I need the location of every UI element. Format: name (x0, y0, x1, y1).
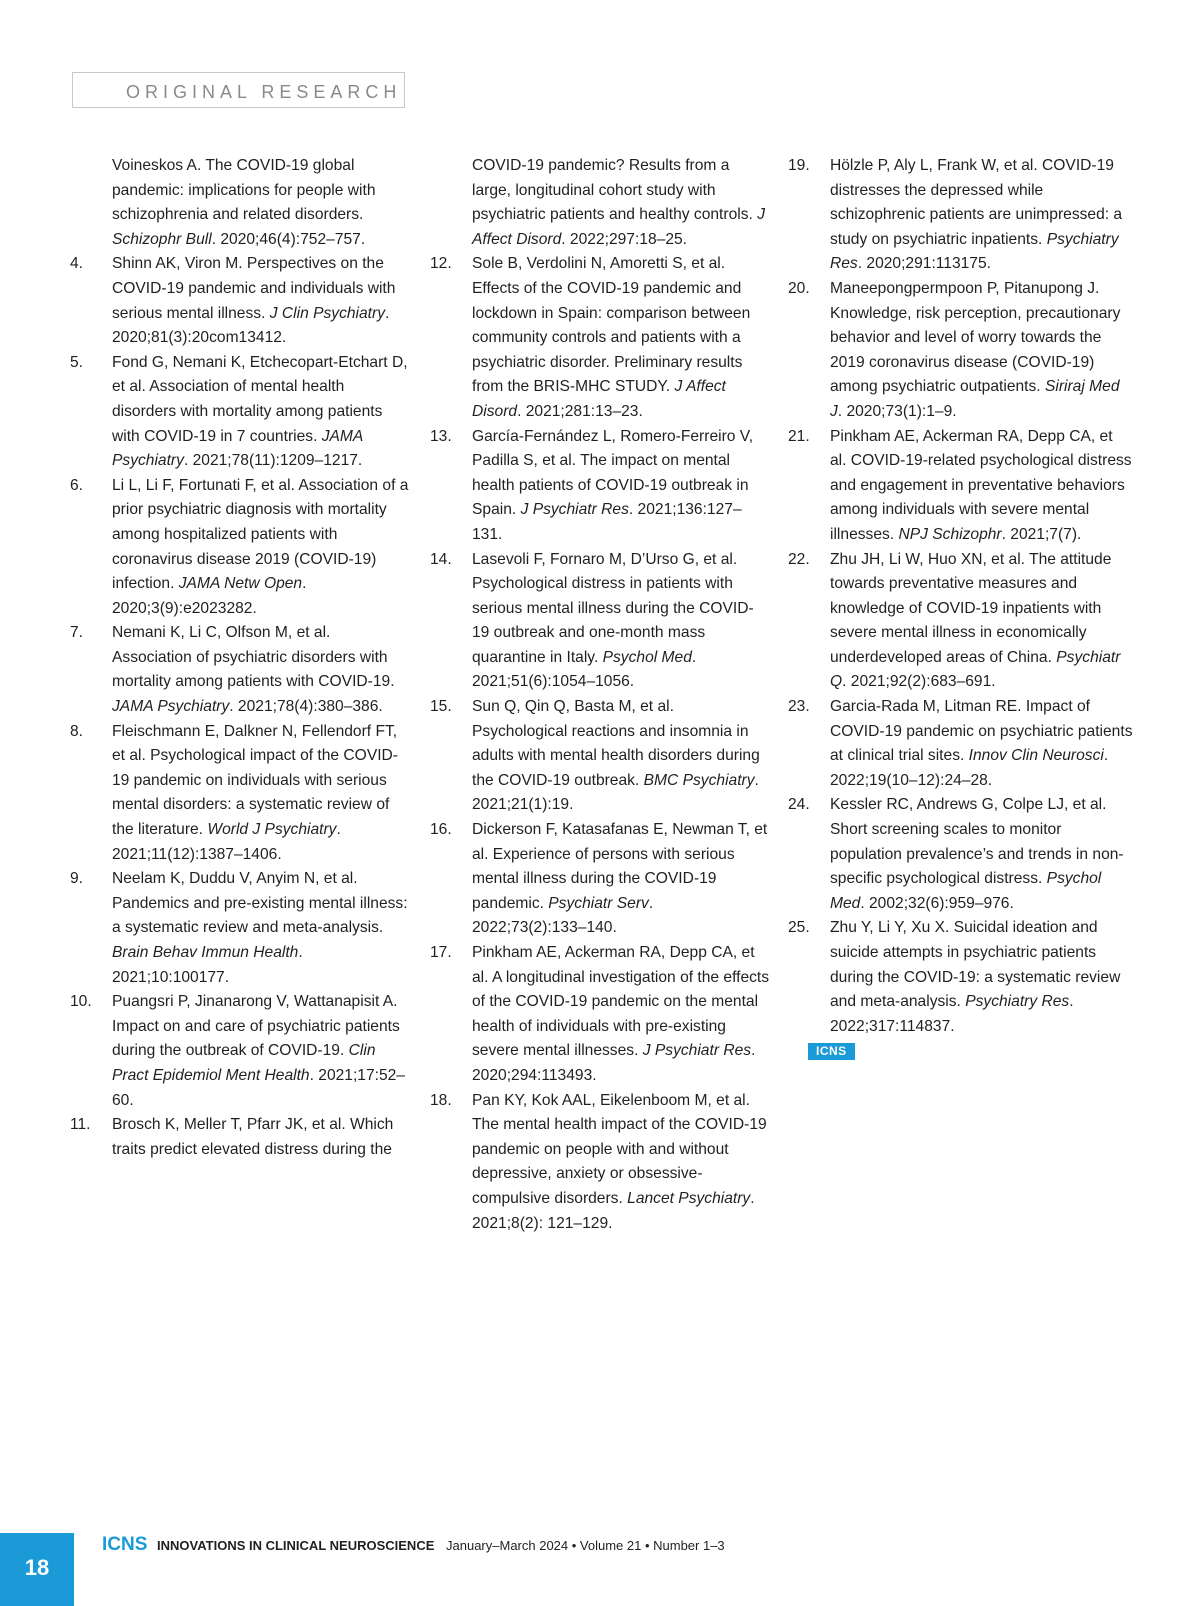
reference-segment: . 2021;11(12):1387–1406. (112, 821, 341, 863)
reference-text (830, 548, 1133, 696)
reference-item (430, 941, 770, 1089)
journal-name: Clin Pract Epidemiol Ment Health (112, 1042, 376, 1084)
reference-text (472, 548, 770, 696)
reference-text (830, 916, 1133, 1039)
journal-name: Psychiatry Res (965, 993, 1070, 1011)
reference-item (788, 793, 1133, 916)
reference-text (472, 695, 770, 818)
reference-number: 15. (430, 698, 452, 716)
reference-segment: Brosch K, Meller T, Pfarr JK, et al. Which traits predict elevated distress during the (112, 1116, 394, 1158)
reference-item (430, 252, 770, 424)
reference-segment: . 2021;7(7). (1001, 525, 1082, 543)
reference-segment: . 2022;19(10–12):24–28. (830, 747, 1109, 789)
reference-segment: Voineskos A. The COVID-19 global pandemic: implications for people with schizophrenia and related disorders. (112, 157, 376, 224)
reference-text (472, 941, 770, 1089)
journal-name: JAMA Psychiatry (112, 427, 363, 470)
reference-number: 19. (788, 157, 810, 174)
reference-item (70, 252, 410, 350)
reference-segment: . 2020;46(4):752–757. (211, 230, 366, 248)
reference-segment: . 2020;291:113175. (857, 255, 991, 273)
reference-segment: . 2022;317:114837. (830, 993, 1074, 1035)
journal-name: J Psychiatr Res (520, 501, 629, 519)
reference-text (112, 474, 410, 622)
reference-segment: . 2021;8(2): 121–129. (472, 1189, 755, 1232)
reference-item (430, 425, 770, 548)
reference-text (112, 990, 410, 1113)
journal-name: Siriraj Med J (830, 378, 1120, 420)
references-column-3 (788, 154, 1133, 1064)
reference-number: 18. (430, 1091, 452, 1109)
journal-name: J Affect Disord (472, 206, 765, 248)
journal-name: NPJ Schizophr (898, 525, 1002, 543)
footer (102, 1534, 725, 1556)
references-column-1 (70, 154, 410, 1162)
reference-number: 16. (430, 821, 452, 839)
reference-segment: Neelam K, Duddu V, Anyim N, et al. Pandemics and pre-existing mental illness: a systematic review and meta-analysis. (112, 870, 408, 937)
reference-segment: . 2021;92(2):683–691. (842, 673, 996, 691)
references-column-2 (430, 154, 770, 1236)
reference-item (430, 1089, 770, 1237)
journal-name: Lancet Psychiatry (627, 1189, 751, 1207)
reference-segment: . 2020;294:113493. (472, 1042, 756, 1084)
reference-number: 20. (788, 279, 810, 297)
reference-text (830, 425, 1133, 548)
journal-name: J Affect Disord (472, 378, 726, 420)
reference-text (112, 252, 410, 350)
reference-segment: . 2022;73(2):133–140. (472, 894, 654, 937)
reference-item (788, 695, 1133, 793)
reference-segment: Garcia-Rada M, Litman RE. Impact of COVID-19 pandemic on psychiatric patients at clinical trial sites. (830, 698, 1133, 765)
journal-name: JAMA Psychiatry (112, 698, 230, 716)
journal-name: Psychiatr Q (830, 648, 1121, 691)
reference-segment: Kessler RC, Andrews G, Colpe LJ, et al. Short screening scales to monitor population prevalence’s and trends in non-specific psychological distress. (830, 796, 1124, 888)
reference-number: 14. (430, 550, 452, 568)
journal-name: Schizophr Bull (112, 230, 212, 248)
footer-logo: ICNS (102, 1534, 148, 1555)
reference-segment: . 2020;81(3):20com13412. (112, 304, 390, 347)
journal-name: Innov Clin Neurosci (968, 747, 1104, 765)
reference-item (70, 867, 410, 990)
journal-name: Brain Behav Immun Health (112, 944, 299, 961)
reference-number: 13. (430, 427, 452, 445)
reference-segment: Fleischmann E, Dalkner N, Fellendorf FT, et al. Psychological impact of the COVID-19 pandemic on individuals with serious mental disorders: a systematic review of the literature. (112, 722, 399, 839)
journal-name: World J Psychiatry (207, 821, 337, 839)
reference-text (112, 867, 410, 990)
end-of-article-badge: ICNS (808, 1043, 855, 1060)
reference-item (70, 1113, 410, 1162)
reference-item (430, 548, 770, 696)
reference-segment: . 2021;51(6):1054–1056. (472, 648, 697, 691)
reference-number: 17. (430, 944, 452, 961)
reference-segment: . 2021;21(1):19. (472, 771, 759, 814)
reference-text (830, 154, 1133, 277)
reference-segment: . 2020;73(1):1–9. (837, 402, 957, 420)
reference-text (830, 277, 1133, 425)
reference-number: 21. (788, 427, 810, 445)
journal-name: Psychiatr Serv (548, 894, 649, 912)
section-label-box (72, 72, 405, 108)
reference-item (788, 548, 1133, 696)
reference-segment: . 2021;78(11):1209–1217. (183, 452, 363, 470)
reference-segment: . 2002;32(6):959–976. (860, 894, 1014, 912)
reference-segment: Hölzle P, Aly L, Frank W, et al. COVID-19 distresses the depressed while schizophrenic patients are unimpressed: a study on psychiatric inpatients. (830, 157, 1123, 248)
reference-segment: Zhu Y, Li Y, Xu X. Suicidal ideation and suicide attempts in psychiatric patients during the COVID-19: a systematic review and meta-analysis. (830, 919, 1121, 1011)
section-label: ORIGINAL RESEARCH (126, 82, 402, 102)
reference-item (70, 154, 410, 252)
reference-segment: Fond G, Nemani K, Etchecopart-Etchart D, et al. Association of mental health disorders with mortality among patients with COVID-19 in 7 countries. (112, 353, 408, 445)
reference-item (430, 818, 770, 941)
reference-text (112, 720, 410, 868)
reference-segment: Pinkham AE, Ackerman RA, Depp CA, et al. A longitudinal investigation of the effects of the COVID-19 pandemic on the mental health of individuals with pre-existing severe mental illnesses. (472, 944, 770, 1060)
reference-segment: . 2021;281:13–23. (517, 402, 643, 420)
reference-text (830, 695, 1133, 793)
reference-segment: Maneepongpermpoon P, Pitanupong J. Knowledge, risk perception, precautionary behavior and level of worry towards the 2019 coronavirus disease (COVID-19) among psychiatric outpatients. (830, 279, 1121, 396)
reference-segment: Shinn AK, Viron M. Perspectives on the COVID-19 pandemic and individuals with serious mental illness. (112, 255, 396, 322)
reference-segment: Sun Q, Qin Q, Basta M, et al. Psychological reactions and insomnia in adults with mental health disorders during the COVID-19 outbreak. (472, 698, 760, 789)
reference-segment: Nemani K, Li C, Olfson M, et al. Association of psychiatric disorders with mortality among patients with COVID-19. (112, 624, 395, 691)
journal-name: Psychol Med (830, 870, 1102, 912)
reference-number: 9. (70, 870, 84, 888)
page-number: 18 (24, 1555, 50, 1580)
reference-number: 8. (70, 722, 84, 740)
reference-number: 23. (788, 698, 810, 716)
reference-text (112, 621, 410, 719)
reference-text (472, 425, 770, 548)
reference-item (430, 695, 770, 818)
reference-item (788, 425, 1133, 548)
reference-text (112, 154, 410, 252)
reference-segment: COVID-19 pandemic? Results from a large, longitudinal cohort study with psychiatric patients and healthy controls. (472, 157, 758, 224)
journal-name: Psychol Med (602, 648, 692, 666)
reference-item (70, 720, 410, 868)
reference-text (830, 793, 1133, 916)
reference-number: 6. (70, 476, 84, 494)
reference-number: 5. (70, 353, 84, 371)
reference-item (70, 474, 410, 622)
reference-segment: Pinkham AE, Ackerman RA, Depp CA, et al. COVID-19-related psychological distress and engagement in preventative behaviors among individuals with severe mental illnesses. (830, 427, 1132, 543)
reference-number: 24. (788, 796, 810, 814)
journal-name: BMC Psychiatry (643, 771, 755, 789)
reference-item (788, 916, 1133, 1039)
page-number-block (0, 1533, 74, 1606)
reference-text (472, 818, 770, 941)
reference-segment: Dickerson F, Katasafanas E, Newman T, et al. Experience of persons with serious mental illness during the COVID-19 pandemic. (472, 821, 768, 912)
reference-item (70, 990, 410, 1113)
journal-name: J Psychiatr Res (642, 1042, 752, 1060)
journal-name: Psychiatry Res (830, 230, 1119, 273)
reference-number: 25. (788, 919, 810, 937)
reference-item (788, 277, 1133, 425)
reference-number: 22. (788, 550, 810, 568)
reference-text (472, 1089, 770, 1237)
reference-number: 7. (70, 624, 84, 642)
end-badge-wrap (788, 1039, 1133, 1064)
reference-number: 11. (70, 1116, 91, 1134)
reference-segment: . 2021;10:100177. (112, 944, 303, 986)
reference-number: 4. (70, 255, 84, 273)
reference-segment: Sole B, Verdolini N, Amoretti S, et al. Effects of the COVID-19 pandemic and lockdown in Spain: comparison between community controls and patients with a psychiatric disorder. Preliminary results from the BRIS-MHC STUDY. (472, 255, 751, 396)
journal-name: JAMA Netw Open (178, 575, 303, 593)
reference-segment: Li L, Li F, Fortunati F, et al. Association of a prior psychiatric diagnosis with mortality among hospitalized patients with coronavirus disease 2019 (COVID-19) infection. (112, 476, 409, 593)
reference-item (788, 154, 1133, 277)
footer-issue-info: January–March 2024 • Volume 21 • Number 1–3 (446, 1538, 725, 1553)
reference-item (70, 621, 410, 719)
reference-segment: Lasevoli F, Fornaro M, D’Urso G, et al. Psychological distress in patients with serious mental illness during the COVID-19 outbreak and one-month mass quarantine in Italy. (472, 550, 754, 666)
reference-segment: . 2022;297:18–25. (561, 230, 687, 248)
reference-number: 12. (430, 255, 452, 273)
journal-name: J Clin Psychiatry (269, 304, 385, 322)
reference-item (430, 154, 770, 252)
reference-segment: Pan KY, Kok AAL, Eikelenboom M, et al. The mental health impact of the COVID-19 pandemic on people with and without depressive, anxiety or obsessive-compulsive disorders. (472, 1091, 767, 1207)
reference-number: 10. (70, 993, 92, 1011)
reference-segment: Zhu JH, Li W, Huo XN, et al. The attitude towards preventative measures and knowledge of COVID-19 inpatients with severe mental illness in economically underdeveloped areas of China. (830, 550, 1112, 666)
reference-text (472, 252, 770, 424)
reference-text (472, 154, 770, 252)
reference-segment: García-Fernández L, Romero-Ferreiro V, Padilla S, et al. The impact on mental health patients of COVID-19 outbreak in Spain. (472, 427, 754, 519)
footer-journal-name: INNOVATIONS IN CLINICAL NEUROSCIENCE (157, 1538, 435, 1553)
reference-segment: . 2020;3(9):e2023282. (112, 575, 307, 617)
reference-text (112, 1113, 410, 1162)
reference-segment: Puangsri P, Jinanarong V, Wattanapisit A. Impact on and care of psychiatric patients during the outbreak of COVID-19. (112, 993, 400, 1060)
reference-text (112, 351, 410, 474)
reference-segment: . 2021;78(4):380–386. (229, 698, 383, 716)
reference-segment: . 2021;17:52–60. (112, 1066, 406, 1109)
reference-item (70, 351, 410, 474)
reference-segment: . 2021;136:127–131. (472, 501, 742, 543)
